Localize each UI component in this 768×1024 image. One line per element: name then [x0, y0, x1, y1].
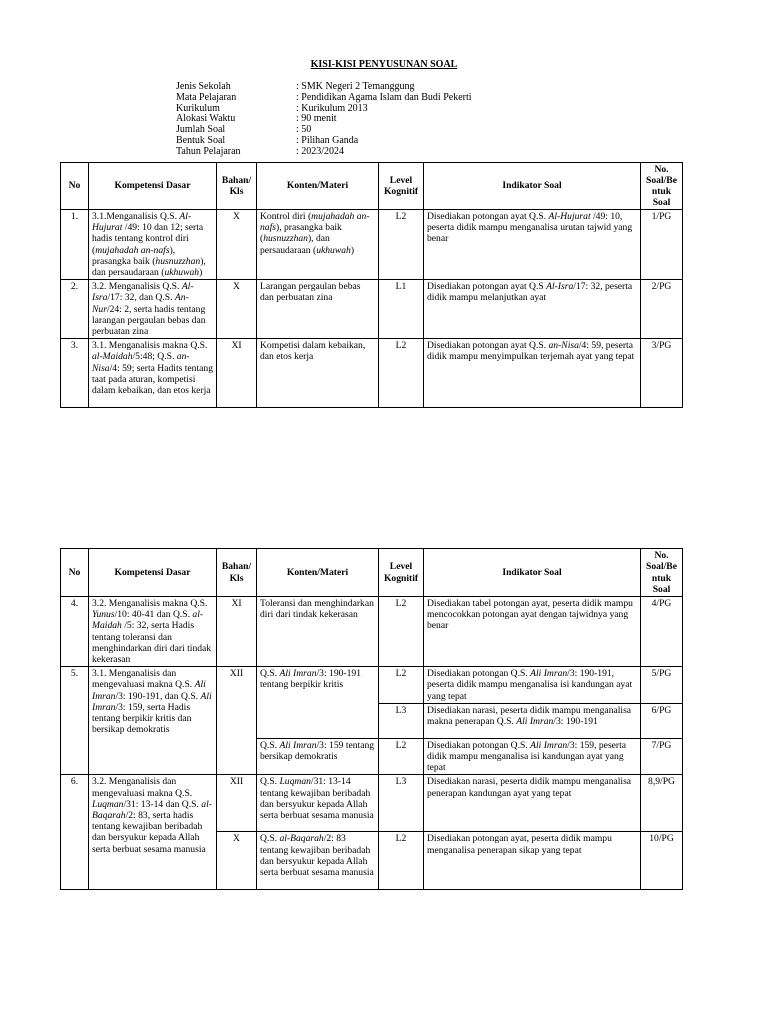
meta-value: : 90 menit [296, 113, 337, 125]
cell-materi [257, 667, 379, 739]
text-segment: /3: 190-191 [553, 716, 598, 728]
cell-kls: XII [217, 775, 257, 832]
header-konten-materi: Konten/Materi [257, 163, 379, 210]
cell-kompetensi-dasar [89, 775, 217, 890]
text-segment: /24: 2, serta hadis tentang larangan pergaulan bebas dan perbuatan zina [92, 303, 206, 338]
cell-no-soal: 6/PG [641, 703, 683, 738]
meta-value: : 2023/2024 [296, 145, 345, 157]
meta-label: Kurikulum [176, 102, 220, 114]
table-row [61, 667, 683, 704]
table-header-row [61, 163, 683, 210]
cell-level: L2 [379, 667, 424, 704]
header-konten-materi: Konten/Materi [257, 549, 379, 597]
table-header-row [61, 549, 683, 597]
cell-level: L3 [379, 703, 424, 738]
cell-indikator [424, 775, 641, 832]
cell-materi [257, 775, 379, 832]
text-segment: /4: 59; serta Hadits tentang taat pada aturan, kompetisi dalam kebaikan, dan etos kerja [92, 362, 213, 397]
text-segment: /5: 32, serta Hadis tentang toleransi dan menghindarkan diri dari tindak kekerasan [92, 620, 212, 666]
text-segment: Q.S. [260, 668, 280, 680]
text-segment: 3.2. Menganalisis dan mengevaluasi makna Q.S. [92, 776, 193, 799]
cell-level: L2 [379, 210, 424, 280]
text-segment: /10: 40-41 dan Q.S. [114, 609, 193, 621]
cell-kompetensi-dasar [89, 597, 217, 667]
text-segment: /3: 190-191 tentang berpikir kritis [260, 668, 362, 691]
text-segment: ), dan persaudaraan ( [260, 233, 330, 256]
meta-value: : 50 [296, 124, 312, 136]
italic-text: Al-Hujurat [548, 211, 591, 222]
italic-text: Ali Imran [92, 679, 206, 702]
text-segment: 3.2. Menganalisis makna Q.S. [92, 598, 208, 609]
text-segment: Disediakan potongan Q.S. [427, 739, 531, 751]
header-indikator-soal: Indikator Soal [424, 549, 641, 597]
document-meta [176, 82, 472, 158]
italic-text: ukhuwah [164, 267, 200, 279]
italic-text: husnuzzhan [263, 233, 308, 245]
text-segment: Q.S. [260, 776, 280, 788]
text-segment: Disediakan potongan ayat Q.S. [427, 340, 549, 352]
text-segment: /17: 32, dan Q.S. [107, 292, 175, 304]
text-segment: Kompetisi dalam kebaikan, dan etos kerja [260, 340, 366, 363]
cell-level: L2 [379, 597, 424, 667]
text-segment: Disediakan narasi, peserta didik mampu menganalisa makna penerapan Q.S. [427, 704, 632, 728]
cell-indikator [424, 832, 641, 890]
text-segment: /3: 159, serta Hadis tentang berpikir kritis dan bersikap demokratis [92, 701, 192, 736]
table-row [61, 280, 683, 339]
text-segment: /3: 190-191, dan Q.S. [115, 690, 201, 702]
cell-kompetensi-dasar [89, 667, 217, 775]
text-segment: /5:48; Q.S. [132, 351, 177, 363]
meta-label: Tahun Pelajaran [176, 145, 241, 157]
cell-materi [257, 738, 379, 775]
table-row [61, 339, 683, 408]
cell-no: 3. [61, 339, 89, 408]
cell-no: 1. [61, 210, 89, 280]
text-segment: /31: 13-14 dan Q.S. [123, 798, 202, 810]
text-segment: Disediakan potongan ayat Q.S [427, 281, 547, 293]
italic-text: an-Nisa [548, 340, 579, 352]
text-segment: Disediakan potongan ayat Q.S. [427, 211, 549, 222]
italic-text: An-Nur [92, 292, 189, 315]
italic-text: mujahadah an-nafs [95, 244, 170, 256]
italic-text: Luqman [279, 776, 311, 788]
cell-materi [257, 832, 379, 890]
meta-label: Bentuk Soal [176, 134, 226, 146]
meta-value: : Kurikulum 2013 [296, 102, 368, 114]
cell-kls: X [217, 280, 257, 339]
meta-label: Jenis Sekolah [176, 81, 231, 92]
text-segment: ), prasangka baik ( [260, 222, 342, 245]
cell-indikator [424, 703, 641, 738]
header-level-kognitif: Level Kognitif [379, 163, 424, 210]
cell-no: 4. [61, 597, 89, 667]
text-segment: /2: 83, serta hadis tentang kewajiban beribadah dan bersyukur kepada Allah serta berbuat sesama manusia [92, 810, 206, 855]
header-no-soal: No. Soal/Be ntuk Soal [641, 163, 683, 210]
cell-kls: X [217, 832, 257, 890]
italic-text: an-Nisa [92, 351, 190, 374]
italic-text: al-Maidah [92, 351, 133, 363]
cell-indikator [424, 738, 641, 775]
header-kompetensi-dasar: Kompetensi Dasar [89, 549, 217, 597]
header-bahan-kls: Bahan/ Kls [217, 549, 257, 597]
cell-no: 2. [61, 280, 89, 339]
italic-text: al-Baqarah [279, 833, 324, 845]
cell-kls: XI [217, 597, 257, 667]
cell-indikator [424, 667, 641, 704]
cell-no-soal: 5/PG [641, 667, 683, 704]
blueprint-table-1 [60, 162, 683, 408]
cell-level: L2 [379, 738, 424, 775]
header-no: No [61, 549, 89, 597]
cell-indikator [424, 280, 641, 339]
text-segment: Disediakan narasi, peserta didik mampu menganalisa penerapan kandungan ayat yang tepat [427, 776, 632, 799]
cell-level: L3 [379, 775, 424, 832]
cell-no-soal: 1/PG [641, 210, 683, 280]
cell-kompetensi-dasar [89, 339, 217, 408]
cell-indikator [424, 339, 641, 408]
text-segment: 3.1.Menganalisis Q.S. [92, 211, 180, 222]
header-bahan-kls: Bahan/ Kls [217, 163, 257, 210]
header-level-kognitif: Level Kognitif [379, 549, 424, 597]
text-segment: /3: 190-191, peserta didik mampu menganalisa isi kandungan ayat yang tepat [427, 668, 633, 702]
text-segment: Q.S. [260, 739, 280, 751]
blueprint-table-2 [60, 548, 683, 890]
italic-text: husnuzzhan [155, 255, 201, 267]
cell-kls: X [217, 210, 257, 280]
cell-level: L1 [379, 280, 424, 339]
text-segment: /31: 13-14 tentang kewajiban beribadah dan bersyukur kepada Allah serta berbuat sesama manusia [260, 776, 374, 822]
text-segment: ), dan persaudaraan ( [92, 255, 206, 279]
text-segment: /4: 59, peserta didik mampu menyimpulkan terjemah ayat yang tepat [427, 340, 635, 363]
header-indikator-soal: Indikator Soal [424, 163, 641, 210]
text-segment: /3: 159 tentang bersikap demokratis [260, 739, 375, 763]
italic-text: ukhuwah [316, 244, 351, 256]
cell-materi [257, 339, 379, 408]
cell-kls: XI [217, 339, 257, 408]
cell-no-soal: 8,9/PG [641, 775, 683, 832]
text-segment: Disediakan tabel potongan ayat, peserta didik mampu mencocokkan potongan ayat dengan tajwidnya yang benar [427, 598, 633, 632]
text-segment: /17: 32, peserta didik mampu melanjutkan ayat [427, 281, 633, 304]
text-segment: Disediakan potongan ayat, peserta didik mampu menganalisa penerapan sikap yang tepat [427, 833, 612, 856]
meta-label: Mata Pelajaran [176, 91, 237, 103]
text-segment: 3.2. Menganalisis Q.S. [92, 281, 182, 293]
cell-materi [257, 280, 379, 339]
cell-materi [257, 210, 379, 280]
cell-indikator [424, 210, 641, 280]
cell-level: L2 [379, 832, 424, 890]
italic-text: Luqman [92, 798, 124, 810]
text-segment: Kontrol diri ( [260, 211, 312, 222]
italic-text: al-Baqarah [92, 798, 212, 822]
text-segment: Q.S. [260, 833, 280, 845]
meta-value: : Pilihan Ganda [296, 134, 359, 146]
header-no-soal: No. Soal/Be ntuk Soal [641, 549, 683, 597]
text-segment: /49: 10 dan 12; serta hadis tentang kontrol diri ( [92, 222, 204, 256]
text-segment: ) [199, 267, 203, 279]
italic-text: Al-Hujurat [92, 211, 192, 234]
text-segment: ), prasangka baik ( [92, 244, 176, 267]
meta-label: Jumlah Soal [176, 124, 226, 136]
cell-no: 6. [61, 775, 89, 890]
italic-text: Yunus [92, 609, 115, 621]
text-segment: ) [350, 244, 355, 256]
text-segment: /2: 83 tentang kewajiban beribadah dan bersyukur kepada Allah serta berbuat sesama manusia [260, 833, 374, 879]
cell-kompetensi-dasar [89, 210, 217, 280]
italic-text: al-Maidah [92, 609, 204, 632]
italic-text: Ali Imran [279, 739, 317, 751]
text-segment: Toleransi dan menghindarkan diri dari tindak kekerasan [260, 598, 374, 621]
text-segment: Disediakan potongan Q.S. [427, 668, 531, 680]
meta-label: Alokasi Waktu [176, 113, 236, 125]
cell-no-soal: 4/PG [641, 597, 683, 667]
table-row [61, 597, 683, 667]
header-no: No [61, 163, 89, 210]
cell-no-soal: 2/PG [641, 280, 683, 339]
italic-text: Al-Isra [92, 281, 194, 304]
cell-kompetensi-dasar [89, 280, 217, 339]
cell-level: L2 [379, 339, 424, 408]
text-segment: /49: 10, peserta didik mampu menganalisa urutan tajwid yang benar [427, 211, 633, 245]
cell-no-soal: 3/PG [641, 339, 683, 408]
cell-kls: XII [217, 667, 257, 775]
italic-text: Ali Imran [92, 690, 212, 713]
cell-materi [257, 597, 379, 667]
text-segment: /3: 159, peserta didik mampu menganalisa isi kandungan ayat yang tepat [427, 739, 627, 774]
italic-text: Ali Imran [516, 716, 554, 728]
document-title: KISI-KISI PENYUSUNAN SOAL [310, 59, 458, 70]
italic-text: mujahadah an-nafs [260, 211, 370, 234]
text-segment: Larangan pergaulan bebas dan perbuatan zina [260, 281, 361, 304]
meta-value: : SMK Negeri 2 Temanggung [296, 81, 415, 92]
cell-no: 5. [61, 667, 89, 775]
italic-text: Ali Imran [530, 668, 568, 680]
table-row [61, 775, 683, 832]
meta-row-subject [176, 93, 472, 104]
italic-text: Ali Imran [530, 739, 568, 751]
meta-value: : Pendidikan Agama Islam dan Budi Pekerti [296, 91, 472, 103]
cell-indikator [424, 597, 641, 667]
cell-no-soal: 10/PG [641, 832, 683, 890]
meta-row-year [176, 147, 472, 158]
text-segment: 3.1. Menganalisis dan mengevaluasi makna Q.S. [92, 668, 195, 691]
italic-text: Ali Imran [279, 668, 317, 680]
cell-no-soal: 7/PG [641, 738, 683, 775]
table-row [61, 210, 683, 280]
italic-text: Al-Isra [546, 281, 574, 293]
header-kompetensi-dasar: Kompetensi Dasar [89, 163, 217, 210]
text-segment: 3.1. Menganalisis makna Q.S. [92, 340, 208, 352]
